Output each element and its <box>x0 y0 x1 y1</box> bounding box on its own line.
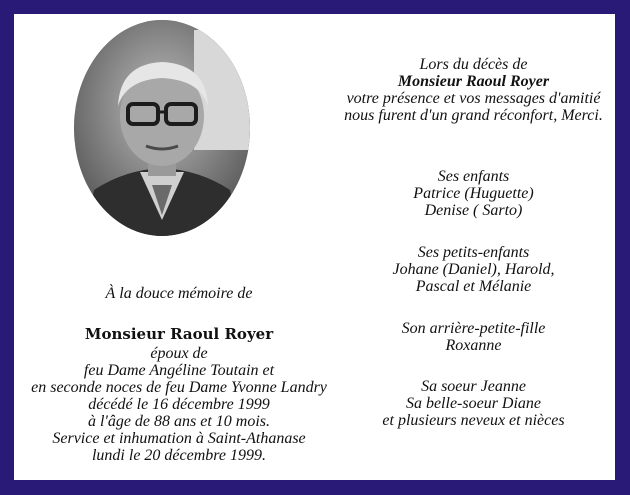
family-group-children <box>332 168 615 219</box>
thanks-line: nous furent d'un grand réconfort, Merci. <box>344 107 603 124</box>
group-line: Roxanne <box>445 337 502 354</box>
detail-line: décédé le 16 décembre 1999 <box>88 396 270 413</box>
family-group-siblings <box>332 378 615 429</box>
memorial-details <box>14 345 344 464</box>
thanks-intro: Lors du décès de <box>419 56 528 73</box>
group-line: Denise ( Sarto) <box>424 202 523 219</box>
portrait-icon <box>74 20 250 236</box>
deceased-name-left: Monsieur Raoul Royer <box>84 325 274 343</box>
deceased-name-right: Monsieur Raoul Royer <box>397 73 550 90</box>
memorial-card <box>14 14 615 480</box>
group-title: Ses enfants <box>437 168 510 185</box>
detail-line: époux de <box>150 345 208 362</box>
detail-line: feu Dame Angéline Toutain et <box>83 362 275 379</box>
memorial-intro <box>14 285 344 302</box>
group-line: Sa belle-soeur Diane <box>405 395 542 412</box>
group-title: Son arrière-petite-fille <box>401 320 546 337</box>
group-title: Sa soeur Jeanne <box>421 378 526 395</box>
detail-line: à l'âge de 88 ans et 10 mois. <box>87 413 271 430</box>
thanks-line: votre présence et vos messages d'amitié <box>346 90 601 107</box>
family-group-grandchildren <box>332 244 615 295</box>
group-line: Patrice (Huguette) <box>413 185 534 202</box>
detail-line: lundi le 20 décembre 1999. <box>91 447 267 464</box>
family-group-great-grandchild <box>332 320 615 354</box>
portrait-photo <box>74 20 250 236</box>
group-line: et plusieurs neveux et nièces <box>382 412 565 429</box>
group-line: Johane (Daniel), Harold, <box>392 261 555 278</box>
thanks-block <box>332 56 615 124</box>
detail-line: Service et inhumation à Saint-Athanase <box>52 430 306 447</box>
group-line: Pascal et Mélanie <box>415 278 532 295</box>
group-title: Ses petits-enfants <box>417 244 530 261</box>
memorial-intro-text: À la douce mémoire de <box>105 285 253 302</box>
detail-line: en seconde noces de feu Dame Yvonne Landry <box>31 379 327 396</box>
